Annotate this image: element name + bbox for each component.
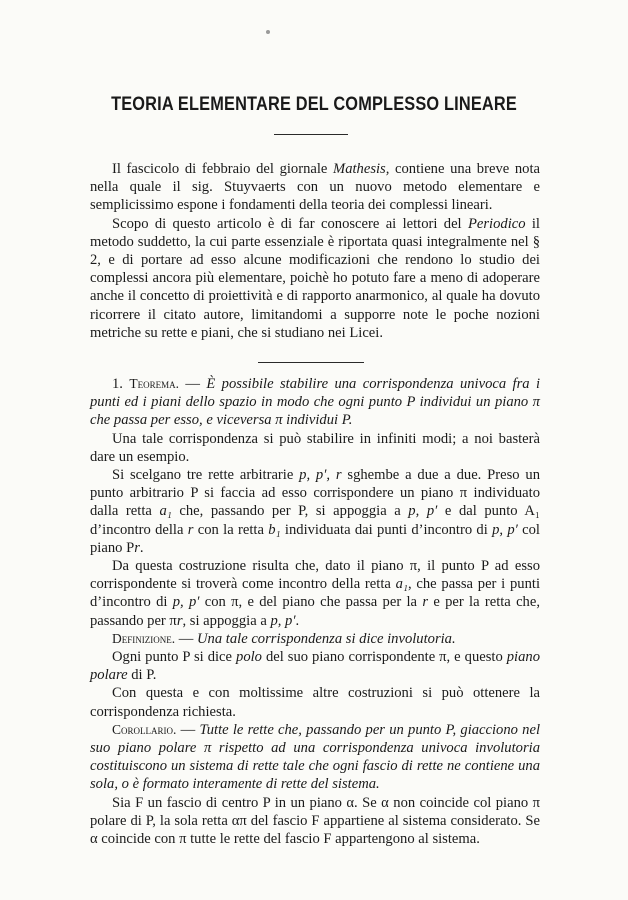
corollary-label: Corollario. xyxy=(112,721,177,737)
title-rule xyxy=(274,134,348,135)
intro-section xyxy=(90,160,540,342)
intro-paragraph-2: Scopo di questo articolo è di far conoscere ai lettori del Periodico il metodo suddetto, la cui parte essenziale è riportata quasi integralmente nel § 2, e di portare ad esso alcune modificazioni che rendono lo studio dei complessi ancora più elementare, poichè ho potuto fare a meno di adoperare anche il concetto di proiettività e di rapporto anarmonico, al quale ha dovuto ricorrere il citato autore, limitandomi a supporre note le poche nozioni metriche su rette e piani, che si studiano nei Licei. xyxy=(90,215,540,341)
definition: Definizione. — Una tale corrispondenza si dice involutoria. xyxy=(112,630,456,647)
paragraph-fascio: Sia F un fascio di centro P in un piano α. Se α non coincide col piano π polare di P, la sola retta απ del fascio F appartiene al sistema considerato. Se α coincide con π tutte le rette del fascio F appartengono al sistema. xyxy=(90,794,540,848)
section-rule xyxy=(258,362,364,363)
definition-label: Definizione. xyxy=(112,630,176,646)
ink-speck xyxy=(266,30,270,34)
paragraph-infinite-ways: Una tale corrispondenza si può stabilire in infiniti modi; a noi basterà dare un esempio. xyxy=(90,430,540,465)
theorem: 1. Teorema. — È possibile stabilire una corrispondenza univoca fra i punti ed i piani dello spazio in modo che ogni punto P individui un piano π che passa per esso, e viceversa π individui P. xyxy=(90,376,541,429)
paragraph-other-constructions: Con questa e con moltissime altre costruzioni si può ottenere la corrispondenza richiesta. xyxy=(90,685,540,720)
corollary: Corollario. — Tutte le rette che, passando per un punto P, giacciono nel suo piano polare π rispetto ad una corrispondenza univoca involutoria costituiscono un sistema di rette tale che ogni fascio di rette ne contiene una sola, o è formato interamente di rette del sistema. xyxy=(90,721,540,793)
paragraph-construction: Si scelgano tre rette arbitrarie p, p′, r sghembe a due a due. Preso un punto arbitrario P si faccia ad esso corrispondere un piano π individuato dalla retta a₁ che, passando per P, si appoggia a p, p′ e dal punto A₁ d’incontro della r con la retta b₁ individuata dai punti d’incontro di p, p′ col piano Pr. xyxy=(90,467,541,556)
theorem-statement: È possibile stabilire una corrispondenza univoca fra i punti ed i piani dello spazio in modo che ogni punto P individui un piano π che passa per esso, e viceversa π individui P. xyxy=(90,376,541,429)
intro-paragraph-1: Il fascicolo di febbraio del giornale Mathesis, contiene una breve nota nella quale il sig. Stuyvaerts con un nuovo metodo elementare e semplicissimo espone i fondamenti della teoria dei complessi lineari. xyxy=(90,161,540,214)
theorem-number: 1. xyxy=(112,376,123,392)
paragraph-polo: Ogni punto P si dice polo del suo piano corrispondente π, e questo piano polare di P. xyxy=(90,649,540,684)
paragraph-inverse-construction: Da questa costruzione risulta che, dato il piano π, il punto P ad esso corrispondente si troverà come incontro della retta a₁, che passa per i punti d’incontro di p, p′ con π, e del piano che passa per la r e per la retta che, passando per πr, si appoggia a p, p′. xyxy=(90,558,540,629)
theorem-label: Teorema. xyxy=(129,376,179,391)
article-title: TEORIA ELEMENTARE DEL COMPLESSO LINEARE xyxy=(111,94,517,115)
section-1 xyxy=(90,375,540,848)
